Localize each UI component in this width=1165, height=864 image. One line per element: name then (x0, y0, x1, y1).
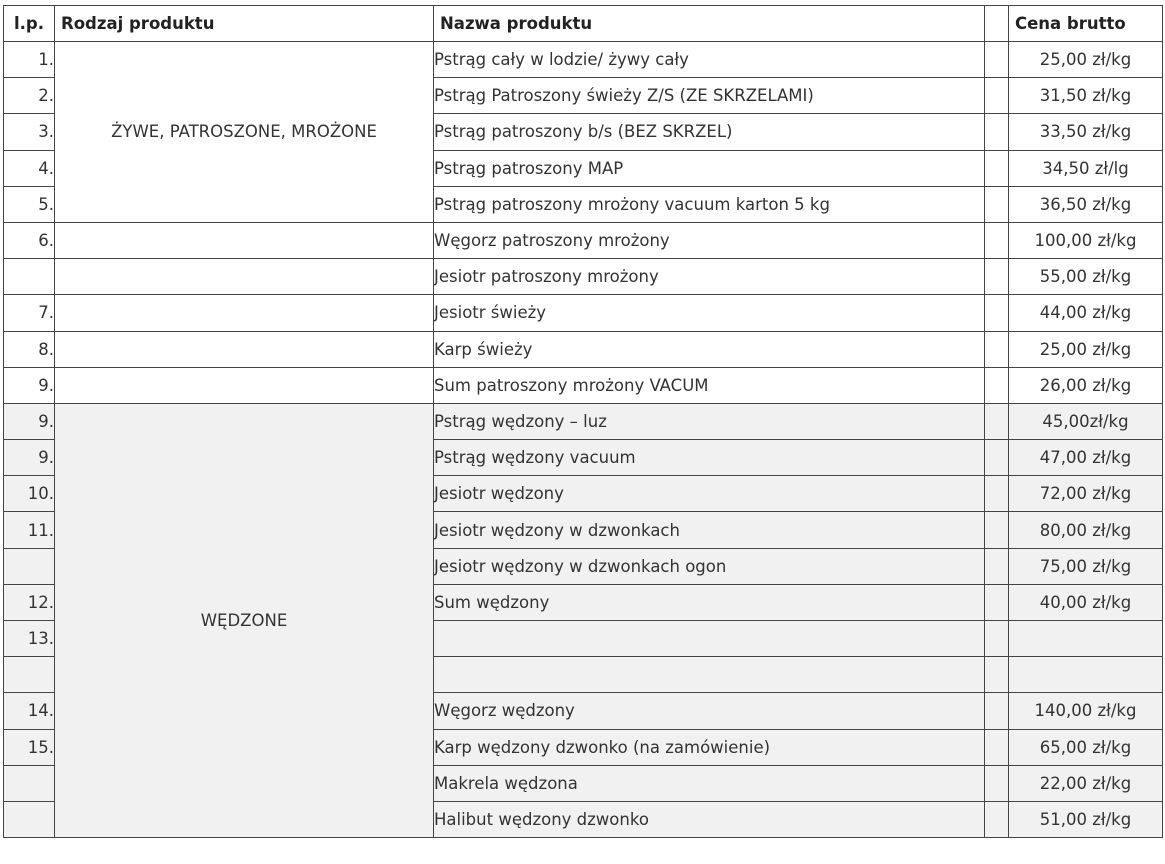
cell-gross-price (1009, 621, 1163, 657)
cell-gross-price: 80,00 zł/kg (1009, 512, 1163, 548)
cell-product-type (55, 295, 434, 331)
cell-gross-price (1009, 657, 1163, 693)
cell-extra (985, 512, 1009, 548)
cell-extra (985, 186, 1009, 222)
cell-extra (985, 440, 1009, 476)
cell-product-type: WĘDZONE (55, 403, 434, 837)
cell-product-name: Sum patroszony mrożony VACUM (434, 367, 985, 403)
cell-product-name: Pstrąg wędzony – luz (434, 403, 985, 439)
table-header-row (4, 6, 1163, 42)
cell-product-name: Pstrąg Patroszony świeży Z/S (ZE SKRZELAMI) (434, 78, 985, 114)
cell-lp: 4. (4, 150, 55, 186)
cell-gross-price: 65,00 zł/kg (1009, 729, 1163, 765)
header-gross-price: Cena brutto (1009, 6, 1163, 42)
cell-product-name: Karp świeży (434, 331, 985, 367)
cell-lp: 14. (4, 693, 55, 729)
cell-gross-price: 45,00zł/kg (1009, 403, 1163, 439)
cell-extra (985, 222, 1009, 258)
cell-gross-price: 40,00 zł/kg (1009, 584, 1163, 620)
cell-lp: 10. (4, 476, 55, 512)
cell-lp: 9. (4, 367, 55, 403)
price-table (3, 5, 1163, 838)
cell-product-name: Węgorz wędzony (434, 693, 985, 729)
cell-lp: 9. (4, 403, 55, 439)
cell-extra (985, 476, 1009, 512)
cell-product-type: ŻYWE, PATROSZONE, MROŻONE (55, 42, 434, 223)
cell-gross-price: 25,00 zł/kg (1009, 331, 1163, 367)
table-row (4, 367, 1163, 403)
cell-gross-price: 26,00 zł/kg (1009, 367, 1163, 403)
cell-lp: 1. (4, 42, 55, 78)
cell-product-name: Jesiotr wędzony w dzwonkach (434, 512, 985, 548)
cell-extra (985, 584, 1009, 620)
cell-gross-price: 47,00 zł/kg (1009, 440, 1163, 476)
cell-lp: 7. (4, 295, 55, 331)
cell-lp: 11. (4, 512, 55, 548)
cell-lp: 9. (4, 440, 55, 476)
cell-extra (985, 729, 1009, 765)
cell-lp: 8. (4, 331, 55, 367)
cell-lp: 13. (4, 621, 55, 657)
cell-product-name: Jesiotr wędzony (434, 476, 985, 512)
cell-product-name: Pstrąg patroszony mrożony vacuum karton 5 kg (434, 186, 985, 222)
cell-extra (985, 548, 1009, 584)
cell-gross-price: 44,00 zł/kg (1009, 295, 1163, 331)
cell-gross-price: 36,50 zł/kg (1009, 186, 1163, 222)
cell-product-type (55, 331, 434, 367)
cell-extra (985, 114, 1009, 150)
cell-extra (985, 150, 1009, 186)
cell-product-name: Karp wędzony dzwonko (na zamówienie) (434, 729, 985, 765)
cell-lp (4, 801, 55, 837)
table-row (4, 259, 1163, 295)
cell-product-name: Sum wędzony (434, 584, 985, 620)
cell-extra (985, 621, 1009, 657)
cell-extra (985, 78, 1009, 114)
header-product-type: Rodzaj produktu (55, 6, 434, 42)
table-row (4, 403, 1163, 439)
cell-lp: 3. (4, 114, 55, 150)
table-body (4, 42, 1163, 838)
cell-lp (4, 765, 55, 801)
cell-product-name: Pstrąg wędzony vacuum (434, 440, 985, 476)
cell-lp: 12. (4, 584, 55, 620)
cell-gross-price: 31,50 zł/kg (1009, 78, 1163, 114)
cell-gross-price: 140,00 zł/kg (1009, 693, 1163, 729)
header-product-name: Nazwa produktu (434, 6, 985, 42)
cell-product-name: Jesiotr wędzony w dzwonkach ogon (434, 548, 985, 584)
cell-lp (4, 259, 55, 295)
cell-gross-price: 75,00 zł/kg (1009, 548, 1163, 584)
cell-product-name: Pstrąg cały w lodzie/ żywy cały (434, 42, 985, 78)
cell-product-name: Jesiotr patroszony mrożony (434, 259, 985, 295)
cell-lp: 5. (4, 186, 55, 222)
cell-product-type (55, 222, 434, 258)
cell-lp: 2. (4, 78, 55, 114)
cell-product-name: Pstrąg patroszony b/s (BEZ SKRZEL) (434, 114, 985, 150)
cell-extra (985, 42, 1009, 78)
cell-product-type (55, 367, 434, 403)
cell-gross-price: 55,00 zł/kg (1009, 259, 1163, 295)
cell-product-name: Makrela wędzona (434, 765, 985, 801)
cell-extra (985, 765, 1009, 801)
cell-product-name: Halibut wędzony dzwonko (434, 801, 985, 837)
table-row (4, 42, 1163, 78)
cell-lp (4, 657, 55, 693)
table-row (4, 331, 1163, 367)
cell-extra (985, 657, 1009, 693)
cell-extra (985, 367, 1009, 403)
header-extra (985, 6, 1009, 42)
cell-gross-price: 34,50 zł/lg (1009, 150, 1163, 186)
cell-product-type (55, 259, 434, 295)
cell-gross-price: 100,00 zł/kg (1009, 222, 1163, 258)
cell-gross-price: 51,00 zł/kg (1009, 801, 1163, 837)
table-row (4, 295, 1163, 331)
cell-lp: 6. (4, 222, 55, 258)
cell-gross-price: 72,00 zł/kg (1009, 476, 1163, 512)
cell-product-name (434, 621, 985, 657)
cell-extra (985, 403, 1009, 439)
cell-extra (985, 801, 1009, 837)
cell-gross-price: 25,00 zł/kg (1009, 42, 1163, 78)
table-row (4, 222, 1163, 258)
cell-extra (985, 331, 1009, 367)
cell-product-name: Węgorz patroszony mrożony (434, 222, 985, 258)
header-lp: l.p. (4, 6, 55, 42)
cell-product-name (434, 657, 985, 693)
cell-lp: 15. (4, 729, 55, 765)
cell-product-name: Pstrąg patroszony MAP (434, 150, 985, 186)
cell-extra (985, 693, 1009, 729)
cell-product-name: Jesiotr świeży (434, 295, 985, 331)
cell-lp (4, 548, 55, 584)
cell-gross-price: 22,00 zł/kg (1009, 765, 1163, 801)
cell-extra (985, 295, 1009, 331)
cell-gross-price: 33,50 zł/kg (1009, 114, 1163, 150)
cell-extra (985, 259, 1009, 295)
